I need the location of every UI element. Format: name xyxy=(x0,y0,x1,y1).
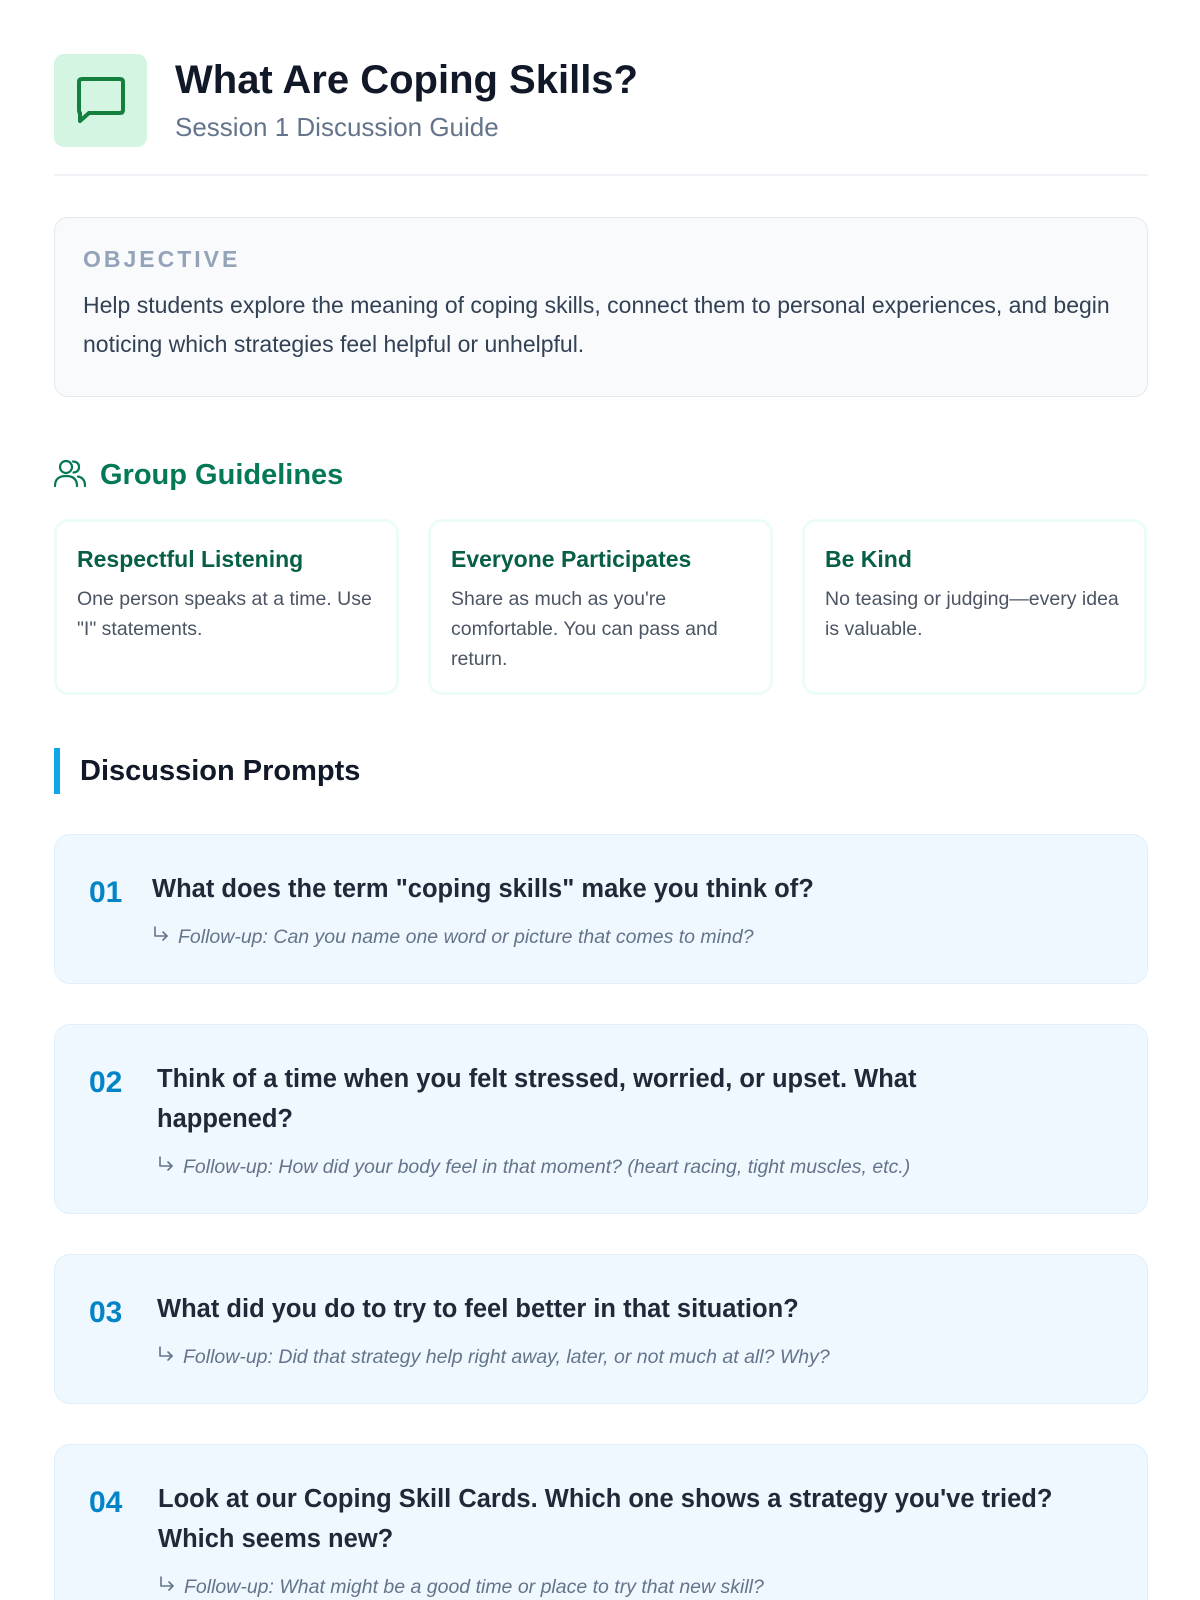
guideline-card-title: Everyone Participates xyxy=(451,546,692,572)
guideline-card-title: Be Kind xyxy=(825,546,912,572)
prompt-card xyxy=(54,834,1148,984)
prompt-number: 01 xyxy=(89,876,123,909)
prompt-question: Think of a time when you felt stressed, worried, or upset. What happened? xyxy=(157,1065,917,1133)
guidelines-heading xyxy=(54,455,343,495)
prompt-followup-text: Follow-up: How did your body feel in that moment? (heart racing, tight muscles, etc.) xyxy=(183,1156,911,1178)
prompt-followup xyxy=(158,1573,764,1600)
objective-text: Help students explore the meaning of coping skills, connect them to personal experiences, and begin noticing which strategies feel helpful or unhelpful. xyxy=(83,292,1110,357)
prompt-card xyxy=(54,1024,1148,1214)
prompt-followup xyxy=(152,923,754,951)
guideline-card xyxy=(428,519,773,695)
section-accent-bar xyxy=(54,748,60,794)
page-subtitle: Session 1 Discussion Guide xyxy=(175,112,499,142)
guideline-card-text: Share as much as you're comfortable. You can pass and return. xyxy=(451,588,718,670)
follow-up-arrow-icon xyxy=(157,1343,175,1371)
guideline-card-text: One person speaks at a time. Use "I" statements. xyxy=(77,588,372,640)
prompt-followup-text: Follow-up: Did that strategy help right away, later, or not much at all? Why? xyxy=(183,1346,830,1368)
prompt-question: What did you do to try to feel better in that situation? xyxy=(157,1295,799,1323)
users-icon xyxy=(54,458,86,493)
prompt-question: Look at our Coping Skill Cards. Which one shows a strategy you've tried? Which seems new? xyxy=(158,1485,1053,1553)
objective-box xyxy=(54,217,1148,397)
follow-up-arrow-icon xyxy=(158,1573,176,1600)
prompt-followup-text: Follow-up: Can you name one word or picture that comes to mind? xyxy=(178,926,754,948)
prompt-number: 03 xyxy=(89,1296,123,1329)
guidelines-title: Group Guidelines xyxy=(100,458,344,491)
prompt-followup xyxy=(157,1153,910,1181)
guideline-card xyxy=(802,519,1147,695)
prompt-followup xyxy=(157,1343,830,1371)
objective-label: OBJECTIVE xyxy=(83,246,241,272)
page-header xyxy=(54,54,1148,176)
prompts-title: Discussion Prompts xyxy=(80,755,361,787)
guidelines-cards xyxy=(54,519,1148,695)
guideline-card xyxy=(54,519,399,695)
prompts-heading xyxy=(54,748,654,794)
guideline-card-text: No teasing or judging—every idea is valuable. xyxy=(825,588,1119,640)
guideline-card-title: Respectful Listening xyxy=(77,546,304,572)
prompt-followup-text: Follow-up: What might be a good time or place to try that new skill? xyxy=(184,1576,764,1598)
follow-up-arrow-icon xyxy=(157,1153,175,1181)
prompt-number: 04 xyxy=(89,1486,123,1519)
page-title: What Are Coping Skills? xyxy=(175,58,638,102)
follow-up-arrow-icon xyxy=(152,923,170,951)
prompt-number: 02 xyxy=(89,1066,123,1099)
prompt-card xyxy=(54,1254,1148,1404)
prompt-card xyxy=(54,1444,1148,1600)
prompt-question: What does the term "coping skills" make you think of? xyxy=(152,875,814,903)
chat-bubble-icon xyxy=(54,54,147,147)
